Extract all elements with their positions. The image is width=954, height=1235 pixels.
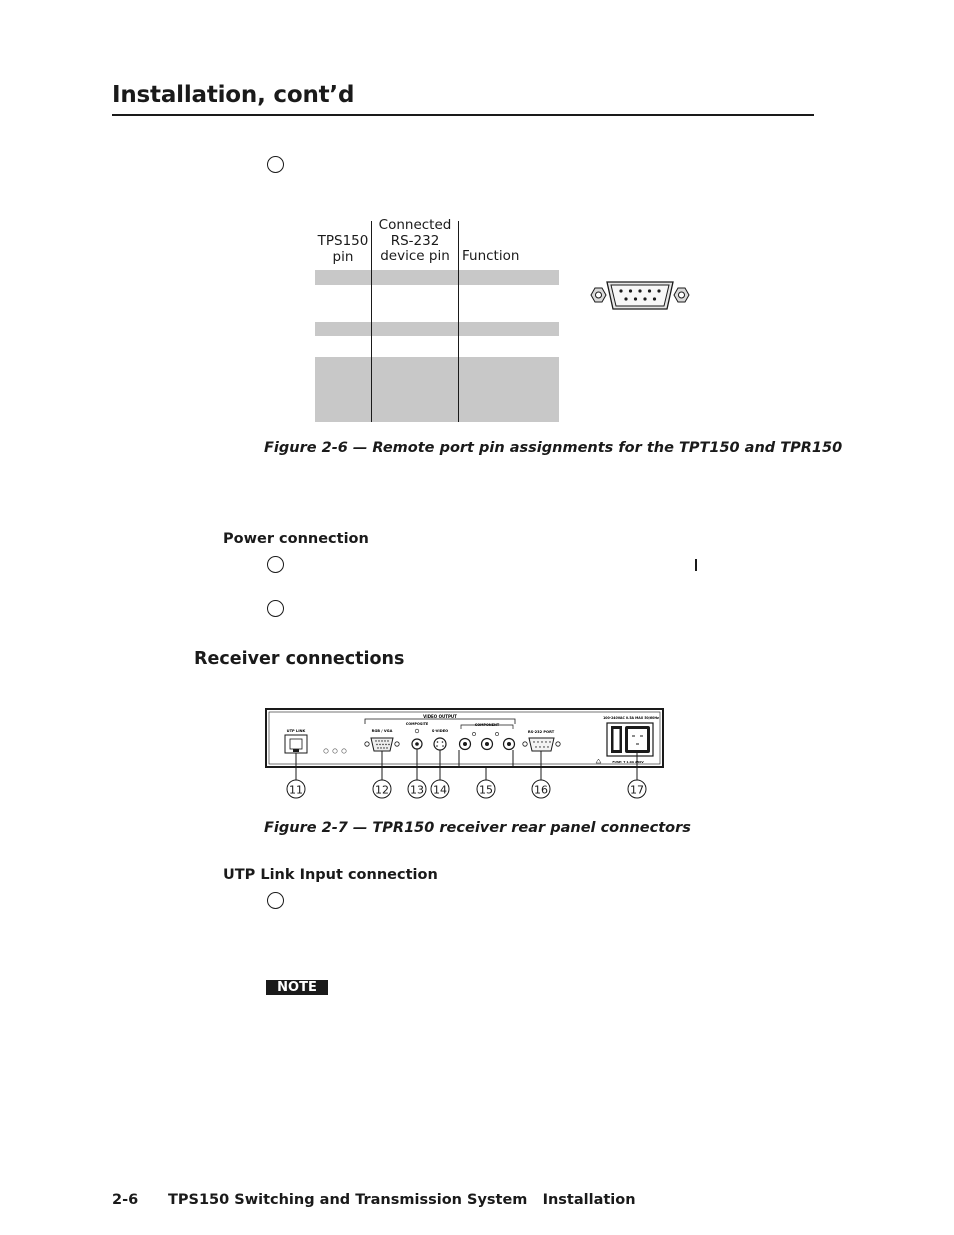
composite-label: COMPOSITE xyxy=(405,722,429,726)
video-output-label: VIDEO OUTPUT xyxy=(423,714,457,719)
text-marker-bar xyxy=(695,559,697,571)
title-rule xyxy=(112,114,814,116)
power-connection-heading: Power connection xyxy=(223,531,369,547)
callout-15: 15 xyxy=(479,783,493,797)
step-marker-circle xyxy=(267,892,284,909)
db9-connector-icon xyxy=(588,276,696,316)
table-band xyxy=(315,357,559,422)
figure-2-6-caption: Figure 2-6 — Remote port pin assignments for the TPT150 and TPR150 xyxy=(264,440,843,456)
col-header-tps150-pin: TPS150 pin xyxy=(317,233,369,265)
callout-12: 12 xyxy=(375,783,389,797)
figure-2-7-caption: Figure 2-7 — TPR150 receiver rear panel connectors xyxy=(264,820,691,836)
fuse-label: FUSE: T 1.0A 250V xyxy=(612,760,644,764)
table-band xyxy=(315,322,559,336)
step-marker-circle xyxy=(267,556,284,573)
col-header-function: Function xyxy=(462,248,520,264)
col-header-rs232-device-pin: Connected RS-232 device pin xyxy=(378,217,452,264)
footer-text: TPS150 Switching and Transmission System Installation xyxy=(168,1192,636,1208)
rgb-vga-label: RGB / VGA xyxy=(371,729,393,733)
callout-16: 16 xyxy=(534,783,548,797)
footer-page-number: 2-6 xyxy=(112,1192,139,1208)
rs232-port-label: RS-232 PORT xyxy=(527,730,555,734)
page-title: Installation, cont’d xyxy=(112,82,355,108)
utp-link-input-heading: UTP Link Input connection xyxy=(223,867,438,883)
note-badge: NOTE xyxy=(266,980,328,995)
callout-13: 13 xyxy=(410,783,424,797)
receiver-connections-heading: Receiver connections xyxy=(194,649,405,669)
tpr150-rear-panel-illustration xyxy=(260,706,670,802)
power-rating-label: 100-240VAC 0.5A MAX 50/60Hz xyxy=(603,716,659,720)
table-column-divider xyxy=(458,221,459,422)
table-band xyxy=(315,270,559,285)
callout-17: 17 xyxy=(630,783,644,797)
s-video-label: S-VIDEO xyxy=(431,729,449,733)
utp-link-label: UTP LINK xyxy=(286,729,306,733)
table-column-divider xyxy=(371,221,372,422)
step-marker-circle xyxy=(267,600,284,617)
callout-14: 14 xyxy=(433,783,447,797)
callout-11: 11 xyxy=(289,783,303,797)
component-label: COMPONENT xyxy=(474,723,500,727)
step-marker-circle xyxy=(267,156,284,173)
